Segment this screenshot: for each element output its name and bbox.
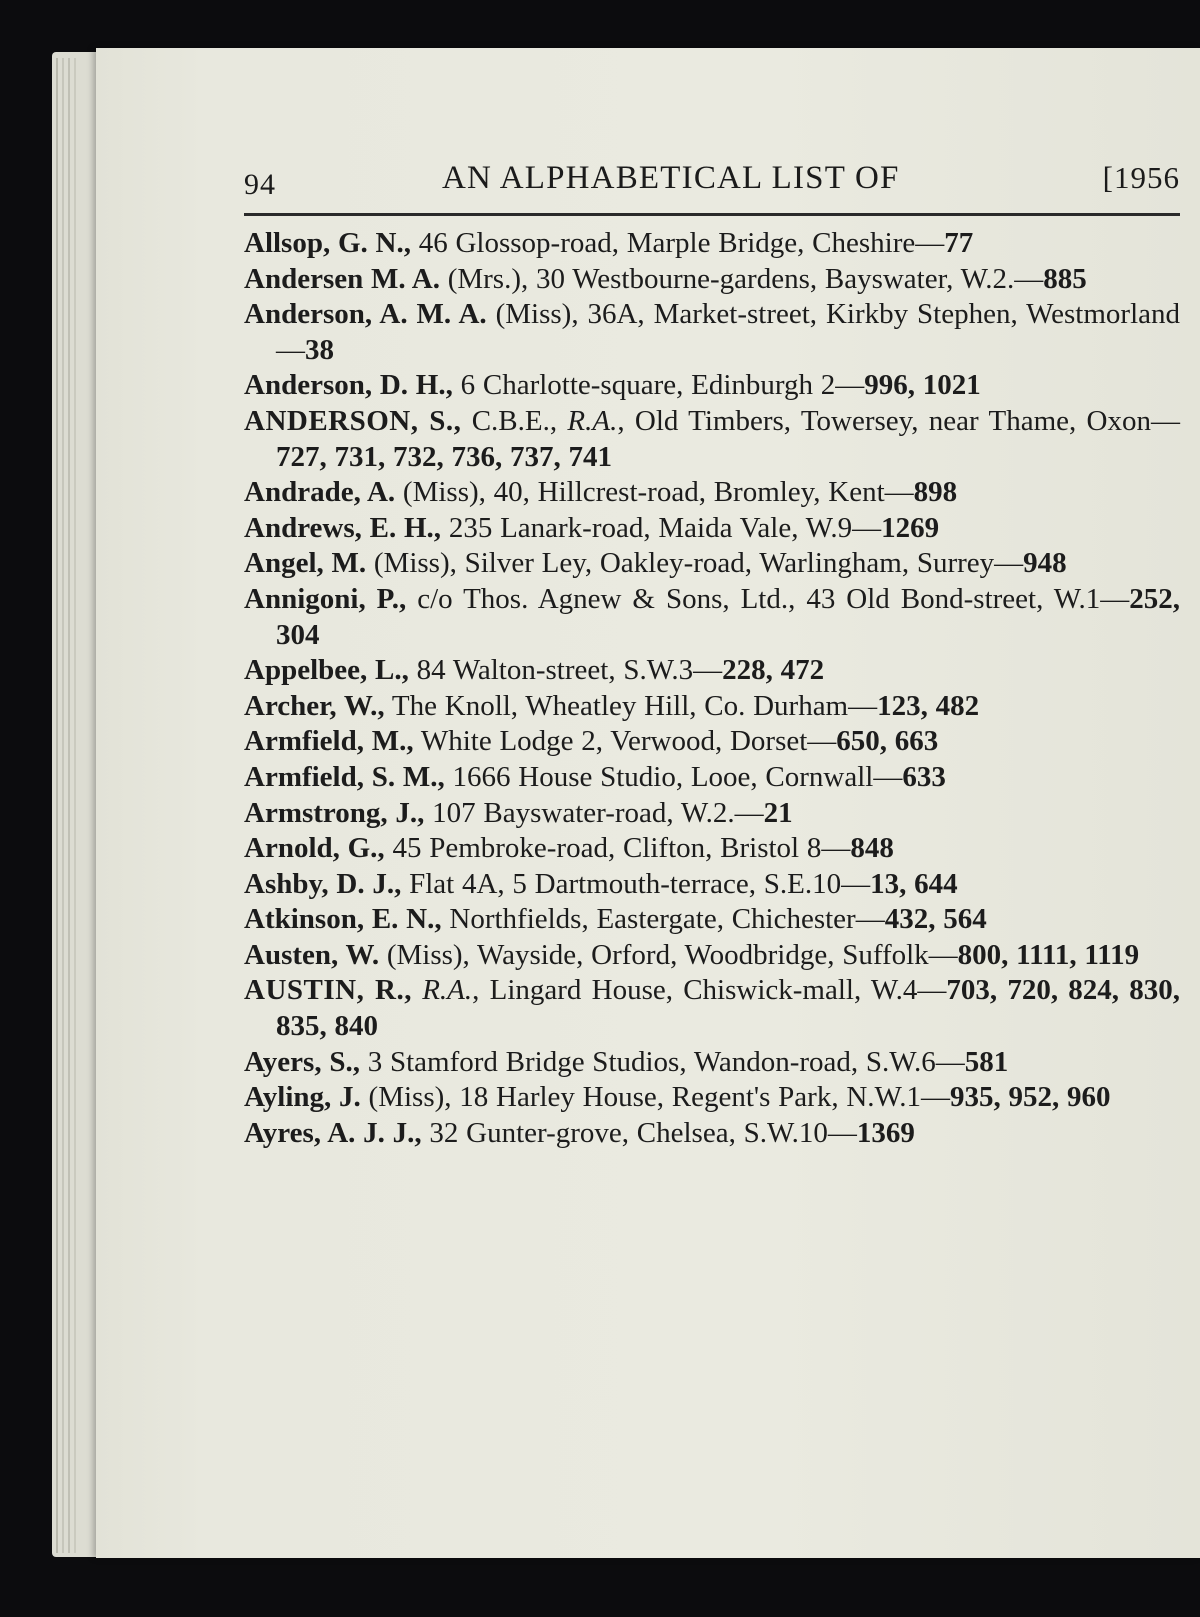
page-number: 94 (244, 168, 276, 201)
list-item (244, 475, 1180, 511)
page-edge (56, 58, 58, 1553)
entry-name: Andrade, A. (244, 476, 396, 509)
entry-catalogue-numbers: 885 (1043, 262, 1087, 295)
list-item (244, 297, 1180, 368)
entry-address: The Knoll, Wheatley Hill, Co. Durham— (384, 689, 878, 722)
entry-catalogue-numbers: 252, 304 (276, 582, 1180, 651)
entry-name: Appelbee, L., (244, 654, 409, 687)
entry-name: Arnold, G., (244, 832, 385, 865)
year-marker: [1956 (1102, 160, 1180, 195)
entry-name: Angel, M. (244, 547, 367, 580)
entry-catalogue-numbers: 948 (1023, 547, 1067, 580)
entry-catalogue-numbers: 228, 472 (722, 654, 825, 687)
entry-address: (Miss), 18 Harley House, Regent's Park, N.W.1— (360, 1081, 950, 1114)
entry-name: Armstrong, J., (244, 796, 425, 829)
entry-catalogue-numbers: 848 (850, 832, 894, 865)
entry-catalogue-numbers: 898 (913, 476, 958, 509)
list-item (244, 1116, 1180, 1152)
list-item (244, 867, 1180, 903)
list-item (244, 404, 1180, 475)
entry-catalogue-numbers: 13, 644 (870, 867, 958, 900)
page-edge (74, 58, 76, 1553)
list-item (244, 262, 1180, 298)
entry-name: Archer, W., (244, 689, 385, 722)
entry-address: Northfields, Eastergate, Chichester— (441, 903, 885, 936)
list-item (244, 689, 1180, 725)
entry-honours (412, 974, 422, 1006)
list-item (244, 938, 1180, 974)
list-item (244, 902, 1180, 938)
entry-address: 3 Stamford Bridge Studios, Wandon-road, S.W.6— (359, 1045, 965, 1078)
entry-name: Ayling, J. (244, 1081, 361, 1114)
entry-catalogue-numbers: 727, 731, 732, 736, 737, 741 (276, 440, 612, 473)
entry-address: White Lodge 2, Verwood, Dorset— (413, 725, 837, 758)
entry-name: Andersen M. A. (244, 262, 440, 295)
entry-catalogue-numbers: 432, 564 (884, 903, 987, 936)
entry-name: Anderson, D. H., (244, 369, 453, 402)
list-item (244, 760, 1180, 796)
entry-catalogue-numbers: 1269 (881, 511, 940, 544)
list-item (244, 582, 1180, 653)
entry-name: Armfield, S. M., (244, 760, 445, 793)
entry-address: 107 Bayswater-road, W.2.— (424, 796, 764, 829)
entry-name: Anderson, A. M. A. (244, 298, 487, 331)
entry-catalogue-numbers: 1369 (856, 1116, 915, 1149)
entry-name: Austen, W. (244, 938, 380, 971)
page-title: AN ALPHABETICAL LIST OF (442, 160, 900, 196)
entry-address: 46 Glossop-road, Marple Bridge, Cheshire— (410, 227, 945, 259)
list-item (244, 796, 1180, 832)
entry-address: , Lingard House, Chiswick-mall, W.4— (472, 974, 947, 1007)
entry-catalogue-numbers: 800, 1111, 1119 (957, 938, 1140, 971)
entry-catalogue-numbers: 21 (763, 796, 793, 829)
entry-catalogue-numbers: 581 (964, 1045, 1009, 1078)
entry-name: Allsop, G. N., (244, 227, 411, 259)
entry-catalogue-numbers: 123, 482 (877, 689, 980, 722)
list-item (244, 831, 1180, 867)
list-item (244, 546, 1180, 582)
entry-address: , Old Timbers, Towersey, near Thame, Oxon— (617, 404, 1180, 437)
entry-name: Annigoni, P., (244, 582, 407, 615)
entry-name: Atkinson, E. N., (244, 903, 442, 936)
entry-catalogue-numbers: 77 (944, 227, 974, 259)
list-item (244, 973, 1180, 1044)
list-item (244, 1045, 1180, 1081)
list-item (244, 368, 1180, 404)
entry-address: c/o Thos. Agnew & Sons, Ltd., 43 Old Bond-street, W.1— (406, 582, 1130, 615)
entry-list (244, 226, 1180, 1151)
running-head (244, 160, 1180, 206)
entry-catalogue-numbers: 650, 663 (836, 725, 939, 758)
entry-name: Ayers, S., (244, 1045, 360, 1078)
entry-address: 6 Charlotte-square, Edinburgh 2— (452, 369, 865, 402)
entry-catalogue-numbers: 633 (902, 760, 946, 793)
page-edge (68, 58, 70, 1553)
entry-catalogue-numbers: 996, 1021 (864, 369, 981, 402)
header-rule (244, 213, 1180, 216)
entry-address: (Mrs.), 30 Westbourne-gardens, Bayswater, W.2.— (439, 262, 1044, 295)
entry-address: (Miss), 40, Hillcrest-road, Bromley, Kent— (395, 476, 914, 509)
list-item (244, 226, 1180, 262)
entry-academy-title: R.A. (567, 404, 618, 437)
entry-address: 32 Gunter-grove, Chelsea, S.W.10— (421, 1116, 857, 1149)
entry-address: (Miss), 36A, Market-street, Kirkby Stephen, Westmorland— (276, 298, 1181, 366)
entry-honours: C.B.E., (461, 404, 568, 437)
page-edge (62, 58, 64, 1553)
entry-address: 235 Lanark-road, Maida Vale, W.9— (441, 511, 882, 544)
entry-name: AUSTIN, R., (244, 974, 412, 1007)
entry-address: 1666 House Studio, Looe, Cornwall— (444, 760, 903, 793)
list-item (244, 1080, 1180, 1116)
entry-catalogue-numbers: 935, 952, 960 (950, 1081, 1111, 1114)
entry-name: Andrews, E. H., (244, 511, 442, 544)
entry-academy-title: R.A. (422, 974, 473, 1007)
entry-name: Ashby, D. J., (244, 867, 402, 900)
entry-name: Ayres, A. J. J., (244, 1116, 422, 1149)
list-item (244, 511, 1180, 547)
entry-address: (Miss), Wayside, Orford, Woodbridge, Suffolk— (379, 938, 958, 971)
entry-name: Armfield, M., (244, 725, 414, 758)
list-item (244, 653, 1180, 689)
list-item (244, 724, 1180, 760)
entry-address: (Miss), Silver Ley, Oakley-road, Warlingham, Surrey— (366, 547, 1024, 580)
entry-catalogue-numbers: 703, 720, 824, 830, 835, 840 (276, 974, 1181, 1043)
entry-catalogue-numbers: 38 (305, 333, 334, 366)
entry-name: ANDERSON, S., (244, 404, 462, 437)
entry-address: 45 Pembroke-road, Clifton, Bristol 8— (384, 832, 851, 865)
entry-address: Flat 4A, 5 Dartmouth-terrace, S.E.10— (401, 867, 871, 900)
entry-address: 84 Walton-street, S.W.3— (408, 654, 723, 687)
